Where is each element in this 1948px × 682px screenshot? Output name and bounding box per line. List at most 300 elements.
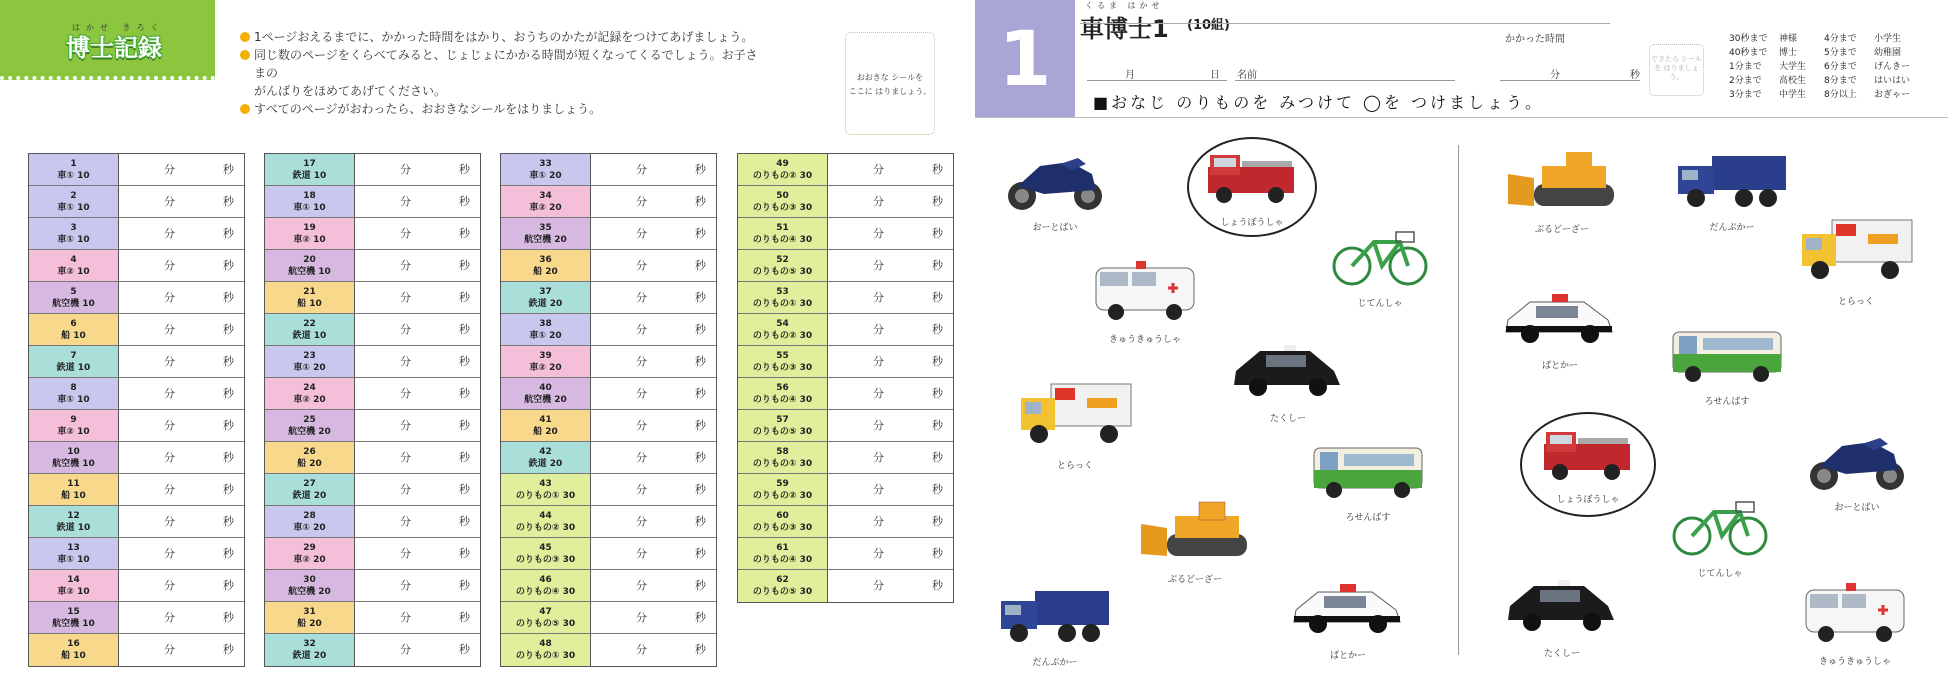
category-label: 車② 20 bbox=[293, 555, 326, 565]
vehicle-police[interactable] bbox=[1500, 286, 1620, 371]
page-number: 59 bbox=[776, 479, 789, 489]
minutes-field[interactable]: 分 bbox=[164, 643, 175, 656]
record-row[interactable] bbox=[501, 314, 716, 346]
motorcycle-icon bbox=[1802, 428, 1912, 492]
record-row[interactable] bbox=[501, 570, 716, 602]
minutes-field[interactable]: 分 bbox=[873, 163, 884, 176]
category-label: 鉄道 20 bbox=[528, 299, 563, 309]
vehicle-firetruck-circled[interactable] bbox=[1520, 412, 1656, 517]
category-label: 船 20 bbox=[533, 267, 558, 277]
seconds-field[interactable]: 秒 bbox=[459, 227, 470, 240]
rank-row bbox=[1729, 32, 1939, 46]
vehicle-bulldozer[interactable] bbox=[1502, 148, 1622, 235]
page-number: 51 bbox=[776, 223, 789, 233]
seconds-field[interactable]: 秒 bbox=[459, 579, 470, 592]
minutes-field[interactable]: 分 bbox=[873, 227, 884, 240]
page-number: 56 bbox=[776, 383, 789, 393]
minutes-field[interactable]: 分 bbox=[164, 195, 175, 208]
minutes-field[interactable]: 分 bbox=[636, 419, 647, 432]
record-label bbox=[501, 154, 591, 185]
vehicle-label: ぶるどーざー bbox=[1167, 575, 1222, 585]
sticker-label: おおきな シールを bbox=[856, 73, 924, 82]
seconds-field[interactable]: 秒 bbox=[932, 451, 943, 464]
firetruck-icon bbox=[1202, 149, 1302, 207]
category-label: 船 20 bbox=[297, 459, 322, 469]
minutes-field[interactable]: 分 bbox=[164, 451, 175, 464]
seconds-field[interactable]: 秒 bbox=[932, 515, 943, 528]
minutes-field[interactable]: 分 bbox=[873, 515, 884, 528]
seconds-field[interactable]: 秒 bbox=[932, 547, 943, 560]
page-number: 48 bbox=[539, 639, 552, 649]
vehicle-bicycle[interactable] bbox=[1665, 498, 1775, 579]
record-row[interactable] bbox=[29, 378, 244, 410]
minutes-field[interactable]: 分 bbox=[400, 323, 411, 336]
page-number: 23 bbox=[303, 351, 316, 361]
seconds-field[interactable]: 秒 bbox=[459, 163, 470, 176]
minutes-field[interactable]: 分 bbox=[873, 387, 884, 400]
minutes-field[interactable]: 分 bbox=[400, 419, 411, 432]
minutes-field[interactable]: 分 bbox=[636, 259, 647, 272]
seconds-field[interactable]: 秒 bbox=[932, 579, 943, 592]
page-number: 45 bbox=[539, 543, 552, 553]
record-row[interactable] bbox=[265, 346, 480, 378]
seconds-field[interactable]: 秒 bbox=[459, 419, 470, 432]
page-number: 62 bbox=[776, 575, 789, 585]
seconds-field[interactable]: 秒 bbox=[223, 419, 234, 432]
seconds-field[interactable]: 秒 bbox=[932, 227, 943, 240]
record-label bbox=[29, 250, 119, 281]
minutes-field[interactable]: 分 bbox=[636, 291, 647, 304]
minutes-field[interactable]: 分 bbox=[400, 163, 411, 176]
rank-cell: 博士 bbox=[1779, 48, 1798, 58]
record-label bbox=[501, 538, 591, 569]
police-car-icon bbox=[1290, 576, 1406, 640]
page-number: 34 bbox=[539, 191, 552, 201]
record-row[interactable] bbox=[265, 378, 480, 410]
category-label: のりもの① 30 bbox=[752, 299, 813, 309]
record-row[interactable] bbox=[501, 186, 716, 218]
seconds-field[interactable]: 秒 bbox=[695, 643, 706, 656]
record-label bbox=[738, 282, 828, 313]
vehicle-bicycle[interactable] bbox=[1325, 228, 1435, 309]
seconds-field[interactable]: 秒 bbox=[695, 163, 706, 176]
record-row[interactable] bbox=[738, 410, 953, 442]
minutes-field[interactable]: 分 bbox=[873, 579, 884, 592]
record-label bbox=[29, 634, 119, 666]
minutes-field[interactable]: 分 bbox=[400, 227, 411, 240]
vehicle-dumptruck[interactable] bbox=[1672, 150, 1792, 233]
seconds-field[interactable]: 秒 bbox=[223, 515, 234, 528]
vehicle-ambulance[interactable] bbox=[1795, 580, 1915, 667]
page-number: 41 bbox=[539, 415, 552, 425]
record-row[interactable] bbox=[501, 538, 716, 570]
minutes-field[interactable]: 分 bbox=[164, 227, 175, 240]
vehicle-motorcycle[interactable] bbox=[1797, 428, 1917, 513]
minutes-field[interactable]: 分 bbox=[873, 419, 884, 432]
minutes-field[interactable]: 分 bbox=[164, 291, 175, 304]
seconds-field[interactable]: 秒 bbox=[459, 515, 470, 528]
seconds-field[interactable]: 秒 bbox=[223, 547, 234, 560]
minutes-field[interactable]: 分 bbox=[636, 547, 647, 560]
seconds-field[interactable]: 秒 bbox=[695, 451, 706, 464]
exercise-title: 車博士1 bbox=[1080, 15, 1169, 43]
record-row[interactable] bbox=[265, 314, 480, 346]
seconds-field[interactable]: 秒 bbox=[695, 547, 706, 560]
minutes-field[interactable]: 分 bbox=[400, 195, 411, 208]
truck-icon bbox=[1017, 378, 1133, 450]
seconds-field[interactable]: 秒 bbox=[459, 483, 470, 496]
minutes-field[interactable]: 分 bbox=[164, 259, 175, 272]
vehicle-label: しょうぼうしゃ bbox=[1556, 495, 1620, 505]
vehicle-firetruck-circled[interactable] bbox=[1187, 137, 1317, 237]
minutes-field[interactable]: 分 bbox=[636, 643, 647, 656]
record-row[interactable] bbox=[29, 570, 244, 602]
taxi-icon bbox=[1230, 343, 1346, 403]
minutes-field[interactable]: 分 bbox=[873, 259, 884, 272]
minutes-field[interactable]: 分 bbox=[400, 579, 411, 592]
record-row[interactable] bbox=[265, 442, 480, 474]
record-row[interactable] bbox=[501, 346, 716, 378]
rank-cell: 小学生 bbox=[1874, 34, 1902, 44]
minutes-field[interactable]: 分 bbox=[636, 579, 647, 592]
seconds-field[interactable]: 秒 bbox=[695, 355, 706, 368]
sticker-box[interactable] bbox=[845, 32, 935, 135]
rank-cell: 40秒まで bbox=[1729, 48, 1768, 58]
record-row[interactable] bbox=[265, 570, 480, 602]
vehicle-label: おーとばい bbox=[1032, 223, 1078, 233]
category-label: 車① 20 bbox=[529, 171, 562, 181]
category-label: のりもの② 30 bbox=[752, 331, 813, 341]
minutes-field[interactable]: 分 bbox=[400, 483, 411, 496]
minutes-field[interactable]: 分 bbox=[400, 259, 411, 272]
record-row[interactable] bbox=[265, 410, 480, 442]
seconds-field[interactable]: 秒 bbox=[695, 387, 706, 400]
page-number: 53 bbox=[776, 287, 789, 297]
record-label bbox=[501, 410, 591, 441]
seconds-field[interactable]: 秒 bbox=[223, 227, 234, 240]
seconds-field[interactable]: 秒 bbox=[459, 195, 470, 208]
seconds-field[interactable]: 秒 bbox=[223, 387, 234, 400]
minutes-field[interactable]: 分 bbox=[400, 515, 411, 528]
seconds-field[interactable]: 秒 bbox=[932, 259, 943, 272]
seconds-field[interactable]: 秒 bbox=[459, 291, 470, 304]
minutes-field[interactable]: 分 bbox=[873, 195, 884, 208]
seconds-field[interactable]: 秒 bbox=[695, 579, 706, 592]
vehicle-dumptruck[interactable] bbox=[995, 585, 1115, 668]
record-row[interactable] bbox=[738, 378, 953, 410]
page-number: 7 bbox=[70, 351, 77, 361]
seconds-field[interactable]: 秒 bbox=[695, 291, 706, 304]
seconds-field[interactable]: 秒 bbox=[223, 291, 234, 304]
minutes-field[interactable]: 分 bbox=[636, 483, 647, 496]
seconds-field[interactable]: 秒 bbox=[695, 419, 706, 432]
seconds-field[interactable]: 秒 bbox=[459, 451, 470, 464]
page-number: 19 bbox=[303, 223, 316, 233]
record-label bbox=[501, 346, 591, 377]
seconds-field[interactable]: 秒 bbox=[695, 611, 706, 624]
seconds-field[interactable]: 秒 bbox=[459, 259, 470, 272]
minutes-field[interactable]: 分 bbox=[164, 483, 175, 496]
record-label bbox=[29, 378, 119, 409]
record-row[interactable] bbox=[738, 250, 953, 282]
seconds-field[interactable]: 秒 bbox=[932, 419, 943, 432]
seconds-field[interactable]: 秒 bbox=[932, 323, 943, 336]
record-row[interactable] bbox=[29, 410, 244, 442]
record-row[interactable] bbox=[29, 218, 244, 250]
minutes-field[interactable]: 分 bbox=[164, 323, 175, 336]
category-label: 船 10 bbox=[297, 299, 322, 309]
seconds-field[interactable]: 秒 bbox=[459, 323, 470, 336]
minutes-field[interactable]: 分 bbox=[636, 515, 647, 528]
record-row[interactable] bbox=[738, 442, 953, 474]
page-number: 22 bbox=[303, 319, 316, 329]
minutes-field[interactable]: 分 bbox=[636, 387, 647, 400]
vehicle-truck[interactable] bbox=[1015, 378, 1135, 471]
minutes-field[interactable]: 分 bbox=[400, 547, 411, 560]
category-label: 車② 20 bbox=[293, 395, 326, 405]
record-row[interactable] bbox=[738, 538, 953, 570]
instruction-line: すべてのページがおわったら、おおきなシールをはりましょう。 bbox=[254, 102, 602, 116]
record-label bbox=[29, 570, 119, 601]
record-row[interactable] bbox=[738, 218, 953, 250]
record-row[interactable] bbox=[29, 186, 244, 218]
vehicle-label: ろせんばす bbox=[1345, 513, 1391, 523]
sticker-label: ここに はりましょう。 bbox=[848, 87, 932, 96]
record-row[interactable] bbox=[738, 186, 953, 218]
minutes-field[interactable]: 分 bbox=[164, 387, 175, 400]
record-row[interactable] bbox=[501, 506, 716, 538]
vehicle-label: たくしー bbox=[1269, 414, 1306, 424]
category-label: のりもの② 30 bbox=[752, 171, 813, 181]
seconds-field[interactable]: 秒 bbox=[695, 515, 706, 528]
record-row[interactable] bbox=[265, 474, 480, 506]
vehicle-police[interactable] bbox=[1288, 576, 1408, 661]
vehicle-label: ろせんばす bbox=[1704, 397, 1750, 407]
record-label bbox=[265, 186, 355, 217]
record-row[interactable] bbox=[501, 634, 716, 666]
minutes-field[interactable]: 分 bbox=[164, 547, 175, 560]
page-number: 13 bbox=[67, 543, 80, 553]
minutes-field[interactable]: 分 bbox=[400, 291, 411, 304]
seconds-field[interactable]: 秒 bbox=[932, 387, 943, 400]
record-row[interactable] bbox=[501, 154, 716, 186]
seconds-field[interactable]: 秒 bbox=[695, 227, 706, 240]
record-label bbox=[265, 538, 355, 569]
seconds-field[interactable]: 秒 bbox=[459, 611, 470, 624]
seconds-field[interactable]: 秒 bbox=[932, 355, 943, 368]
minutes-field[interactable]: 分 bbox=[164, 515, 175, 528]
seconds-field[interactable]: 秒 bbox=[459, 387, 470, 400]
record-row[interactable] bbox=[265, 282, 480, 314]
record-row[interactable] bbox=[29, 538, 244, 570]
category-label: のりもの④ 30 bbox=[752, 395, 813, 405]
seconds-field[interactable]: 秒 bbox=[223, 323, 234, 336]
minutes-field[interactable]: 分 bbox=[873, 451, 884, 464]
page-number: 9 bbox=[70, 415, 77, 425]
minutes-field[interactable]: 分 bbox=[400, 387, 411, 400]
record-row[interactable] bbox=[501, 442, 716, 474]
date-field[interactable] bbox=[1087, 80, 1227, 81]
record-label bbox=[738, 474, 828, 505]
minutes-field[interactable]: 分 bbox=[873, 355, 884, 368]
record-label bbox=[501, 250, 591, 281]
seconds-field[interactable]: 秒 bbox=[223, 483, 234, 496]
ambulance-icon bbox=[1090, 258, 1200, 324]
record-label bbox=[265, 474, 355, 505]
category-label: 車① 10 bbox=[57, 235, 90, 245]
seconds-field[interactable]: 秒 bbox=[223, 195, 234, 208]
vehicle-truck[interactable] bbox=[1796, 214, 1916, 307]
vehicle-bus[interactable] bbox=[1308, 440, 1428, 523]
record-row[interactable] bbox=[501, 410, 716, 442]
seconds-field[interactable]: 秒 bbox=[932, 483, 943, 496]
bicycle-icon bbox=[1670, 498, 1770, 558]
police-car-icon bbox=[1502, 286, 1618, 350]
record-row[interactable] bbox=[738, 154, 953, 186]
record-row[interactable] bbox=[265, 506, 480, 538]
minutes-field[interactable]: 分 bbox=[164, 355, 175, 368]
seconds-field[interactable]: 秒 bbox=[695, 483, 706, 496]
seconds-field[interactable]: 秒 bbox=[223, 579, 234, 592]
record-row[interactable] bbox=[501, 218, 716, 250]
minutes-field[interactable]: 分 bbox=[636, 227, 647, 240]
record-row[interactable] bbox=[501, 602, 716, 634]
page-number: 3 bbox=[70, 223, 77, 233]
record-row[interactable] bbox=[265, 154, 480, 186]
record-row[interactable] bbox=[501, 250, 716, 282]
rank-cell: 8分まで bbox=[1824, 76, 1857, 86]
record-row[interactable] bbox=[265, 250, 480, 282]
minutes-field[interactable]: 分 bbox=[636, 323, 647, 336]
seconds-field[interactable]: 秒 bbox=[459, 643, 470, 656]
vehicle-taxi[interactable] bbox=[1228, 343, 1348, 424]
seconds-field[interactable]: 秒 bbox=[223, 451, 234, 464]
minutes-field[interactable]: 分 bbox=[636, 195, 647, 208]
time-field[interactable] bbox=[1500, 80, 1640, 81]
record-row[interactable] bbox=[501, 282, 716, 314]
record-label bbox=[738, 346, 828, 377]
minutes-field[interactable]: 分 bbox=[873, 483, 884, 496]
seconds-field[interactable]: 秒 bbox=[695, 195, 706, 208]
record-row[interactable] bbox=[29, 282, 244, 314]
vehicle-bus[interactable] bbox=[1667, 324, 1787, 407]
seconds-field[interactable]: 秒 bbox=[695, 323, 706, 336]
rank-row bbox=[1729, 46, 1939, 60]
minutes-field[interactable]: 分 bbox=[636, 355, 647, 368]
page-number: 47 bbox=[539, 607, 552, 617]
minutes-field[interactable]: 分 bbox=[164, 579, 175, 592]
seconds-field[interactable]: 秒 bbox=[932, 163, 943, 176]
seconds-field[interactable]: 秒 bbox=[459, 547, 470, 560]
minutes-field[interactable]: 分 bbox=[400, 643, 411, 656]
record-row[interactable] bbox=[29, 602, 244, 634]
vehicle-taxi[interactable] bbox=[1502, 578, 1622, 659]
minutes-field[interactable]: 分 bbox=[164, 419, 175, 432]
completion-sticker-box[interactable]: できたら シールを はりましょう。 bbox=[1649, 44, 1704, 96]
record-row[interactable] bbox=[265, 602, 480, 634]
record-row[interactable] bbox=[29, 442, 244, 474]
instructions bbox=[240, 28, 760, 118]
rank-cell: げんきー bbox=[1874, 62, 1911, 72]
minutes-field[interactable]: 分 bbox=[400, 451, 411, 464]
record-row[interactable] bbox=[265, 538, 480, 570]
name-field[interactable] bbox=[1235, 80, 1455, 81]
minutes-field[interactable]: 分 bbox=[164, 611, 175, 624]
seconds-field[interactable]: 秒 bbox=[932, 291, 943, 304]
record-row[interactable] bbox=[738, 346, 953, 378]
bicycle-icon bbox=[1330, 228, 1430, 288]
record-row[interactable] bbox=[265, 186, 480, 218]
seconds-field[interactable]: 秒 bbox=[695, 259, 706, 272]
vehicle-bulldozer[interactable] bbox=[1135, 498, 1255, 585]
seconds-field[interactable]: 秒 bbox=[223, 163, 234, 176]
minutes-field[interactable]: 分 bbox=[636, 611, 647, 624]
page-number: 29 bbox=[303, 543, 316, 553]
record-row[interactable] bbox=[738, 282, 953, 314]
minutes-field[interactable]: 分 bbox=[873, 323, 884, 336]
minutes-field[interactable]: 分 bbox=[636, 451, 647, 464]
record-row[interactable] bbox=[29, 314, 244, 346]
minutes-field[interactable]: 分 bbox=[400, 611, 411, 624]
record-row[interactable] bbox=[738, 506, 953, 538]
record-row[interactable] bbox=[501, 378, 716, 410]
record-label bbox=[29, 282, 119, 313]
record-row[interactable] bbox=[738, 314, 953, 346]
minutes-field[interactable]: 分 bbox=[164, 163, 175, 176]
rank-cell: 中学生 bbox=[1779, 90, 1807, 100]
record-row[interactable] bbox=[29, 634, 244, 666]
page-number: 8 bbox=[70, 383, 77, 393]
record-row[interactable] bbox=[29, 346, 244, 378]
category-label: 航空機 20 bbox=[524, 235, 567, 245]
record-row[interactable] bbox=[265, 218, 480, 250]
record-row[interactable] bbox=[29, 250, 244, 282]
category-label: 航空機 10 bbox=[52, 619, 95, 629]
seconds-field[interactable]: 秒 bbox=[932, 195, 943, 208]
page-number: 55 bbox=[776, 351, 789, 361]
seconds-field[interactable]: 秒 bbox=[223, 259, 234, 272]
minutes-label: 分 bbox=[1550, 70, 1560, 81]
minutes-field[interactable]: 分 bbox=[636, 163, 647, 176]
vehicle-ambulance[interactable] bbox=[1085, 258, 1205, 345]
record-row[interactable] bbox=[738, 474, 953, 506]
seconds-field[interactable]: 秒 bbox=[223, 611, 234, 624]
page-number: 27 bbox=[303, 479, 316, 489]
seconds-field[interactable]: 秒 bbox=[223, 643, 234, 656]
vehicle-motorcycle[interactable] bbox=[995, 148, 1115, 233]
record-row[interactable] bbox=[738, 570, 953, 602]
page-title: 博士記録 bbox=[66, 34, 162, 62]
category-label: 航空機 10 bbox=[52, 299, 95, 309]
minutes-field[interactable]: 分 bbox=[873, 291, 884, 304]
record-label bbox=[265, 218, 355, 249]
page-number: 32 bbox=[303, 639, 316, 649]
minutes-field[interactable]: 分 bbox=[400, 355, 411, 368]
minutes-field[interactable]: 分 bbox=[873, 547, 884, 560]
record-label bbox=[738, 378, 828, 409]
seconds-field[interactable]: 秒 bbox=[223, 355, 234, 368]
record-row[interactable] bbox=[29, 154, 244, 186]
dumptruck-icon bbox=[1674, 150, 1790, 212]
record-row[interactable] bbox=[501, 474, 716, 506]
record-row[interactable] bbox=[29, 474, 244, 506]
page-number: 2 bbox=[70, 191, 77, 201]
category-label: 航空機 20 bbox=[288, 587, 331, 597]
page-number: 52 bbox=[776, 255, 789, 265]
record-row[interactable] bbox=[265, 634, 480, 666]
seconds-field[interactable]: 秒 bbox=[459, 355, 470, 368]
record-row[interactable] bbox=[29, 506, 244, 538]
